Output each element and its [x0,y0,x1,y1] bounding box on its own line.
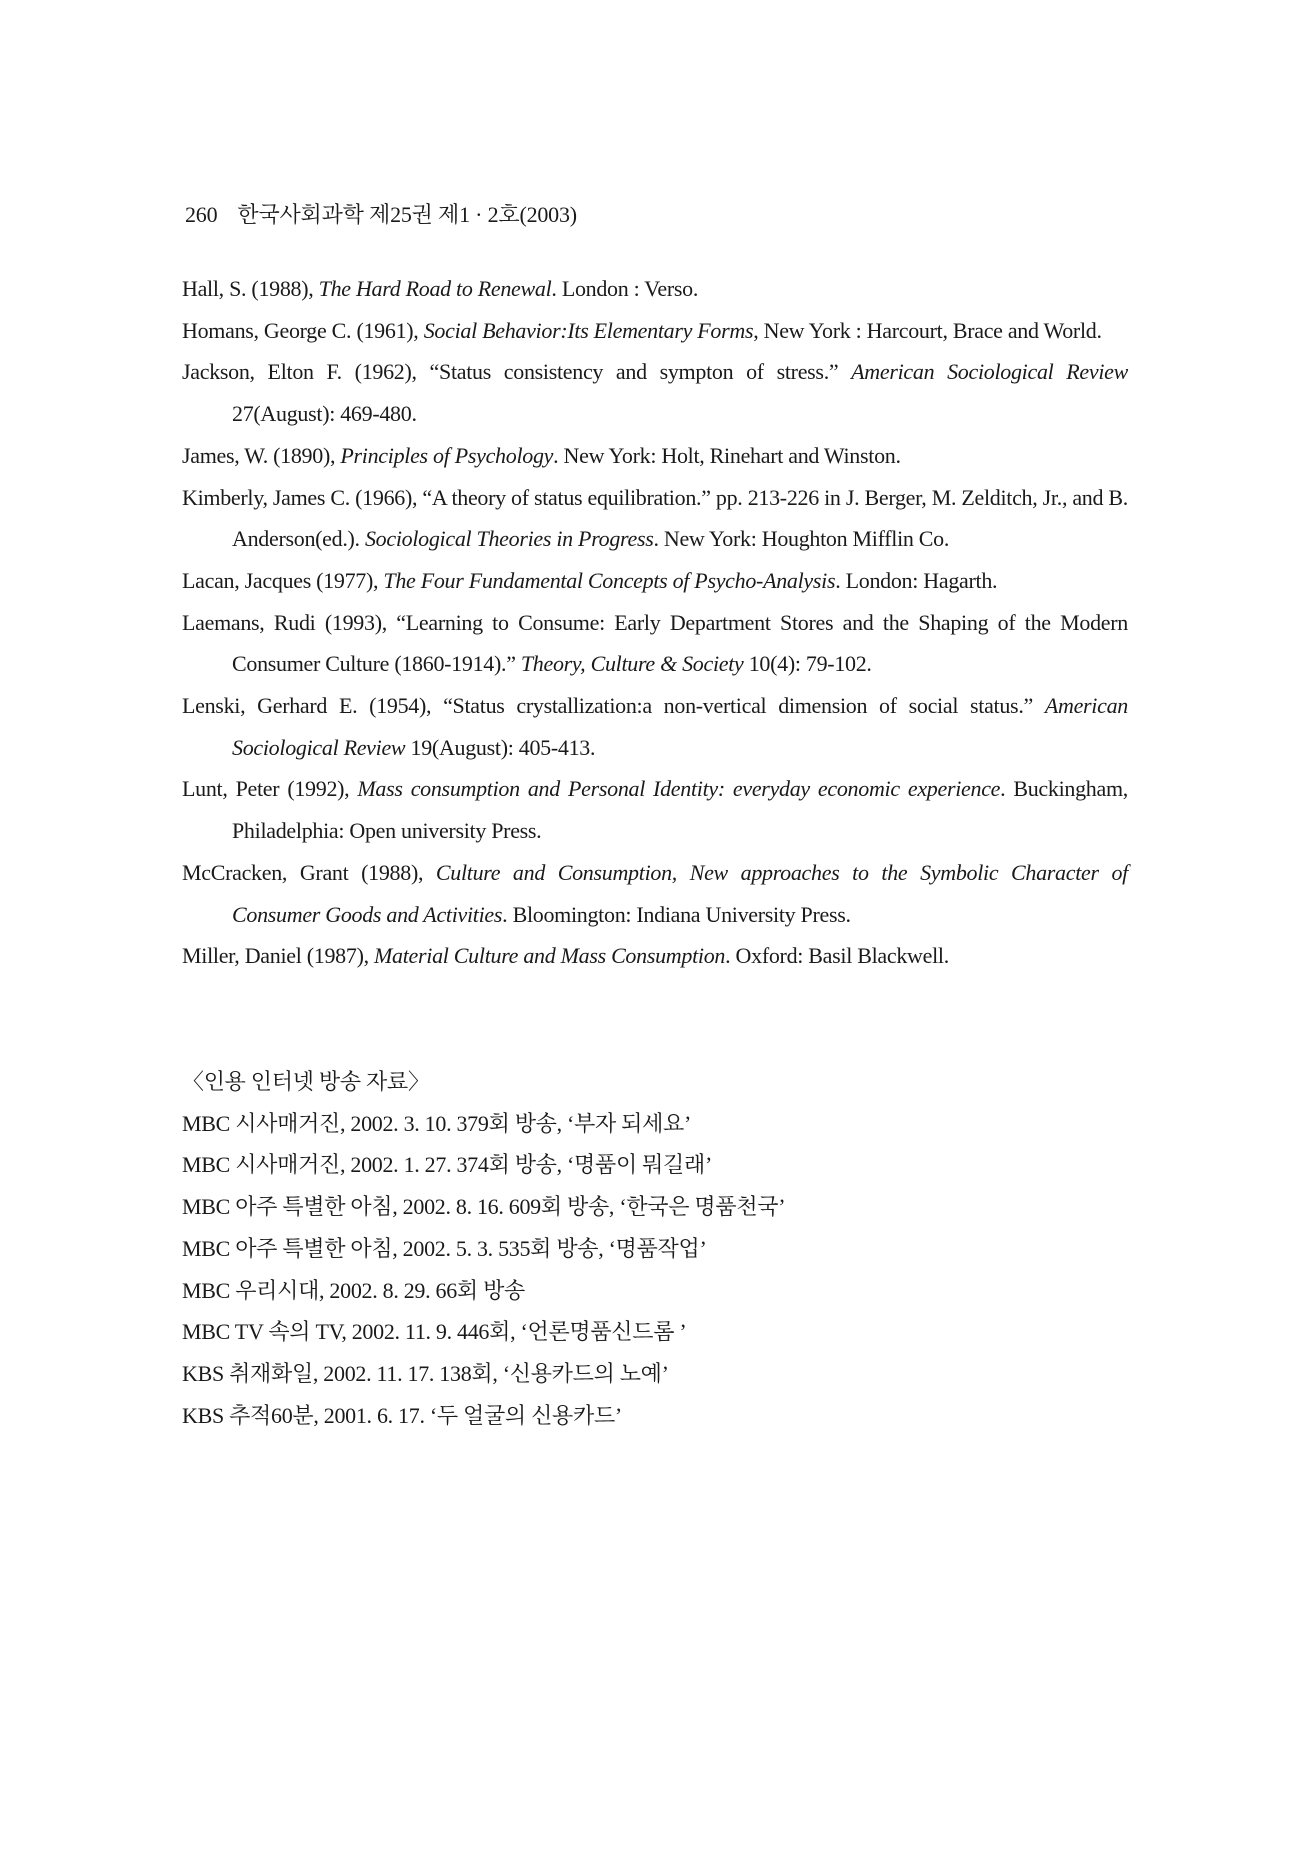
reference-title: Theory, Culture & Society [520,651,744,677]
reference-text: . Oxford: Basil Blackwell. [725,943,949,969]
reference-text: 19(August): 405-413. [405,734,596,760]
reference-text: . New York: Holt, Rinehart and Winston. [553,442,901,468]
page-number: 260 [185,202,218,227]
media-source-item: MBC 우리시대, 2002. 8. 29. 66회 방송 [182,1277,525,1303]
reference-title: American Sociological Review [232,693,1128,760]
reference-text: Laemans, Rudi (1993), “Learning to Consume: Early Department Stores and the Shaping of the Modern Consumer Culture (1860-1914).” [182,609,1128,677]
reference-entry [182,351,1128,434]
reference-entry [182,560,1128,602]
reference-entry [182,685,1128,768]
media-source-item: MBC 시사매거진, 2002. 1. 27. 374회 방송, ‘명품이 뭐길래’ [182,1152,712,1178]
reference-title: Principles of Psychology [340,442,554,468]
reference-text: McCracken, Grant (1988), [182,859,436,885]
reference-entry [182,852,1128,935]
reference-title: American Sociological Review [851,359,1128,385]
reference-text: Homans, George C. (1961), [182,317,424,343]
reference-text: . London : Verso. [551,276,699,301]
reference-text: 10(4): 79-102. [743,651,872,677]
media-source-item: KBS 추적60분, 2001. 6. 17. ‘두 얼굴의 신용카드’ [182,1402,622,1428]
reference-text: Hall, S. (1988), [182,276,319,301]
reference-title: Material Culture and Mass Consumption [374,943,726,969]
reference-text: Lacan, Jacques (1977), [182,567,384,593]
reference-title: Social Behavior:Its Elementary Forms [423,317,754,343]
reference-entry [182,477,1128,560]
reference-entry [182,602,1128,685]
reference-text: . Bloomington: Indiana University Press. [502,901,851,927]
media-source-item: MBC TV 속의 TV, 2002. 11. 9. 446회, ‘언론명품신드롬 ’ [182,1319,687,1345]
reference-text: . London: Hagarth. [835,567,998,593]
media-sources-heading: 〈인용 인터넷 방송 자료〉 [182,1069,430,1094]
reference-text: , New York : Harcourt, Brace and World. [753,317,1102,343]
reference-entry [182,310,1128,352]
reference-entry [182,435,1128,477]
reference-text: Lunt, Peter (1992), [182,776,358,802]
media-source-item: MBC 시사매거진, 2002. 3. 10. 379회 방송, ‘부자 되세요’ [182,1110,692,1136]
media-source-item: MBC 아주 특별한 아침, 2002. 5. 3. 535회 방송, ‘명품작업’ [182,1235,707,1261]
running-header [185,198,577,229]
reference-entry [182,935,1128,977]
reference-entry [182,268,1128,310]
reference-text: Lenski, Gerhard E. (1954), “Status crystallization:a non-vertical dimension of social status.” [182,693,1045,719]
journal-title: 한국사회과학 제25권 제1 · 2호(2003) [237,202,577,227]
reference-text: James, W. (1890), [182,442,341,468]
reference-title: Mass consumption and Personal Identity: everyday economic experience [357,776,1001,802]
reference-list [182,268,1128,977]
reference-text: Miller, Daniel (1987), [182,943,375,969]
reference-title: Sociological Theories in Progress [364,526,654,552]
media-source-item: MBC 아주 특별한 아침, 2002. 8. 16. 609회 방송, ‘한국은 명품천국’ [182,1194,786,1220]
media-source-item: KBS 취재화일, 2002. 11. 17. 138회, ‘신용카드의 노예’ [182,1360,669,1386]
reference-title: The Hard Road to Renewal [318,276,552,301]
reference-entry [182,768,1128,851]
reference-text: . New York: Houghton Mifflin Co. [653,526,950,552]
reference-title: Culture and Consumption, New approaches to the Symbolic Character of Consumer Goods and Activities [232,859,1128,927]
reference-text: . Buckingham, Philadelphia: Open university Press. [232,776,1128,844]
reference-text: Kimberly, James C. (1966), “A theory of status equilibration.” pp. 213-226 in J. Berger, M. Zelditch, Jr., and B. Anderson(ed.). [182,484,1128,552]
media-sources-section [182,1061,785,1436]
reference-title: The Four Fundamental Concepts of Psycho-Analysis [383,567,836,593]
reference-text: 27(August): 469-480. [232,401,417,427]
reference-text: Jackson, Elton F. (1962), “Status consistency and sympton of stress.” [182,359,852,385]
media-sources-list [182,1103,785,1437]
